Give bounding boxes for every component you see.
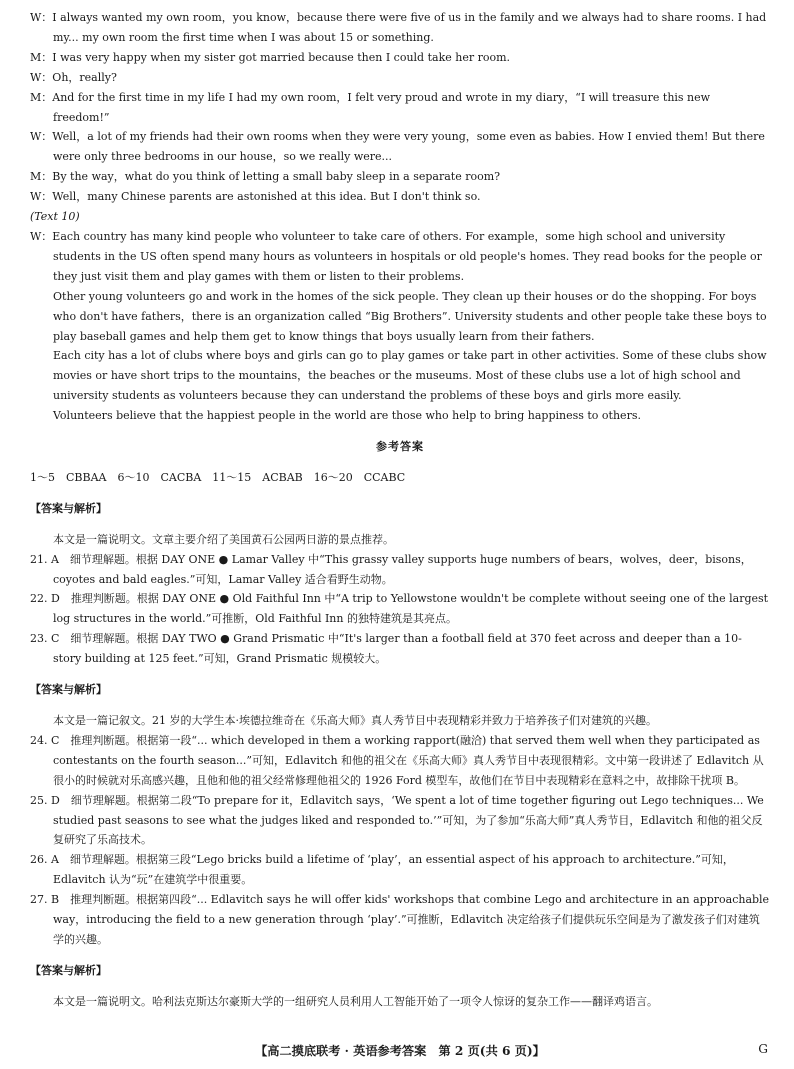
answer-item-23: 23. C 细节理解题。根据 DAY TWO ● Grand Prismatic 中“It's larger than a football field at 370 feet across and deeper than a 10-story building at 125 feet.”可知，Grand Prismatic 规模较大。 xyxy=(30,632,742,666)
answer-key: 1～5 CBBAA 6～10 CACBA 11～15 ACBAB 16～20 CCABC xyxy=(30,470,406,484)
answer-item-26: 26. A 细节理解题。根据第三段“Lego bricks build a lifetime of ‘play’，an essential aspect of his approach to architecture.”可知，Edlavitch 认为“玩”在建筑学中很重要。 xyxy=(30,853,734,887)
transcript-line-2: M：I was very happy when my sister got married because then I could take her room. xyxy=(30,50,511,64)
answer-item-27: 27. B 推理判断题。根据第四段“... Edlavitch says he will offer kids' workshops that combine Lego and architecture in an approachable way，introducing the field to a new generation through ‘play’.”可推断，Edlavitch 决定给孩子们提供玩乐空间是为了激发孩子们对建筑学的兴趣。 xyxy=(30,893,770,946)
page-footer: 【高二摸底联考 · 英语参考答案 第 2 页(共 6 页)】 xyxy=(255,1044,545,1058)
document-page xyxy=(30,8,770,1012)
text10-label: (Text 10) xyxy=(30,210,80,224)
answer-item-22: 22. D 推理判断题。根据 DAY ONE ● Old Faithful Inn 中“A trip to Yellowstone wouldn't be complete without seeing one of the largest log structures in the world.”可推断，Old Faithful Inn 的独特建筑是其亮点。 xyxy=(30,592,769,626)
text10-paragraph-3: Each city has a lot of clubs where boys and girls can go to play games or take part in other activities. Some of these clubs show movies or have short trips to the mountains，the beaches or the museums. Most of these clubs use a lot of high school and university students as volunteers because they can understand the problems of these boys and girls more easily. xyxy=(53,349,767,403)
section-b-header: 【答案与解析】 xyxy=(30,683,107,697)
section-b-summary: 本文是一篇记叙文。21 岁的大学生本·埃德拉维奇在《乐高大师》真人秀节目中表现精彩并致力于培养孩子们对建筑的兴趣。 xyxy=(53,714,657,727)
section-c-header: 【答案与解析】 xyxy=(30,963,107,977)
transcript-line-7: W：Well，many Chinese parents are astonished at this idea. But I don't think so. xyxy=(30,190,481,204)
answer-title: 参考答案 xyxy=(376,440,424,454)
answer-item-24: 24. C 推理判断题。根据第一段“... which developed in them a working rapport(融洽) that served them well when they participated as contestants on the fourth season...”可知，Edlavitch 和他的祖父在《乐高大师》真人秀节目中表现很精彩。文中第一段讲述了 Edlavitch 从很小的时候就对乐高感兴趣，且他和他的祖父经常修理他祖父的 1926 Ford 模型车，故他们在节目中表现精彩在意料之中，故排除干扰项 B。 xyxy=(30,733,764,787)
text10-paragraph-2: Other young volunteers go and work in the homes of the sick people. They clean up their houses or do the shopping. For boys who don't have fathers，there is an organization called “Big Brothers”. University students and other people take these boys to play baseball games and help them get to know things that boys usually learn from their fathers. xyxy=(53,289,767,343)
section-c-summary: 本文是一篇说明文。哈利法克斯达尔豪斯大学的一组研究人员利用人工智能开始了一项令人惊讶的复杂工作——翻译鸡语言。 xyxy=(53,994,658,1008)
answer-item-21: 21. A 细节理解题。根据 DAY ONE ● Lamar Valley 中“This grassy valley supports huge numbers of bears，wolves，deer，bisons，coyotes and bald eagles.”可知，Lamar Valley 适合看野生动物。 xyxy=(30,552,752,586)
transcript-line-3: W：Oh，really? xyxy=(30,70,117,84)
section-a-header: 【答案与解析】 xyxy=(30,501,107,515)
transcript-line-1: W：I always wanted my own room，you know，because there were five of us in the family and we always had to share rooms. I had my... my own room the first time when I was about 15 or something. xyxy=(30,11,767,44)
text10-paragraph-1: W：Each country has many kind people who volunteer to take care of others. For example，some high school and university students in the US often spend many hours as volunteers in hospitals or old people's homes. They read books for the people or they just visit them and play games with them or listen to their problems. xyxy=(30,229,762,283)
version-letter: G xyxy=(758,1042,768,1056)
text10-paragraph-4: Volunteers believe that the happiest people in the world are those who help to bring happiness to others. xyxy=(53,409,641,423)
transcript-line-6: M：By the way，what do you think of letting a small baby sleep in a separate room? xyxy=(30,170,501,184)
transcript-line-5: W：Well，a lot of my friends had their own rooms when they were very young，some even as babies. How I envied them! But there were only three bedrooms in our house，so we really were... xyxy=(30,130,765,164)
section-a-summary: 本文是一篇说明文。文章主要介绍了美国黄石公园两日游的景点推荐。 xyxy=(53,532,394,546)
answer-item-25: 25. D 细节理解题。根据第二段“To prepare for it，Edlavitch says，‘We spent a lot of time together figuring out Lego techniques... We studied past seasons to see what the judges liked and responded to.’”可知，为了参加“乐高大师”真人秀节目，Edlavitch 和他的祖父反复研究了乐高技术。 xyxy=(30,793,764,847)
transcript-line-4: M：And for the first time in my life I had my own room，I felt very proud and wrote in my diary，“I will treasure this new freedom!” xyxy=(30,90,711,124)
